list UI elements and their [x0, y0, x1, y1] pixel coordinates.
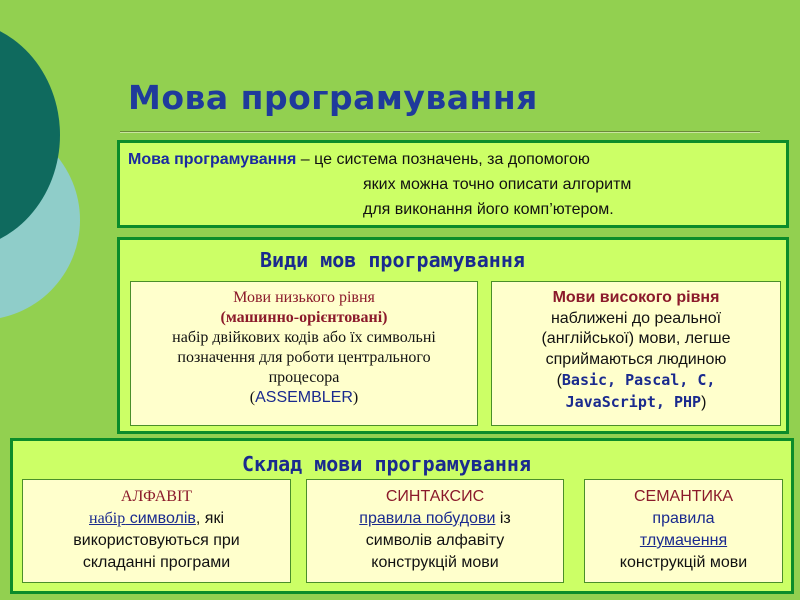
syntax-card — [306, 479, 564, 583]
high-level-card — [491, 281, 781, 426]
assembler-label: ASSEMBLER — [255, 389, 353, 406]
semantics-line-2: тлумачення — [639, 532, 728, 549]
syntax-title: СИНТАКСИС — [385, 488, 485, 505]
definition-line-1 — [128, 151, 590, 169]
alphabet-card — [22, 479, 291, 583]
semantics-title: СЕМАНТИКА — [633, 488, 734, 505]
alphabet-line-2: використовуються при — [73, 532, 240, 549]
high-level-examples-1: (Basic, Pascal, C, — [556, 371, 716, 389]
definition-line-3: для виконання його комп’ютером. — [363, 201, 614, 218]
low-level-desc-3: процесора — [268, 369, 340, 386]
composition-heading: Склад мови програмування — [242, 452, 531, 476]
title-divider — [120, 131, 760, 133]
syntax-line-3: конструкцій мови — [371, 554, 499, 571]
high-level-desc-3: сприймаються людиною — [545, 350, 727, 368]
high-level-desc-2: (англійської) мови, легше — [541, 330, 731, 347]
definition-box — [117, 140, 789, 228]
alphabet-line-1: набір символів, які — [89, 510, 224, 527]
slide-title: Мова програмування — [128, 78, 538, 117]
semantics-line-3: конструкцій мови — [619, 554, 748, 571]
syntax-line-2: символів алфавіту — [365, 532, 505, 549]
low-level-example: (ASSEMBLER) — [249, 389, 359, 406]
definition-term: Мова програмування — [128, 151, 297, 168]
definition-text: – це система позначень, за допомогою — [296, 151, 590, 168]
semantics-line-1: правила — [652, 510, 715, 527]
high-level-desc-1: наближені до реальної — [550, 309, 722, 327]
alphabet-title: АЛФАВІТ — [120, 488, 193, 505]
definition-line-2: яких можна точно описати алгоритм — [363, 176, 632, 193]
high-level-title: Мови високого рівня — [552, 289, 720, 306]
language-types-box — [117, 237, 789, 434]
low-level-desc-2: позначення для роботи центрального — [177, 349, 431, 366]
low-level-title: Мови низького рівня — [233, 289, 375, 306]
language-composition-box — [10, 438, 794, 594]
semantics-card — [584, 479, 783, 583]
low-level-desc-1: набір двійкових кодів або їх символьні — [172, 329, 436, 346]
high-level-examples-2: JavaScript, PHP) — [565, 392, 707, 411]
low-level-subtitle: (машинно-орієнтовані) — [220, 309, 388, 326]
types-heading: Види мов програмування — [260, 248, 525, 272]
alphabet-line-3: складанні програми — [82, 554, 231, 571]
low-level-card — [130, 281, 478, 426]
syntax-line-1: правила побудови із — [359, 510, 511, 527]
